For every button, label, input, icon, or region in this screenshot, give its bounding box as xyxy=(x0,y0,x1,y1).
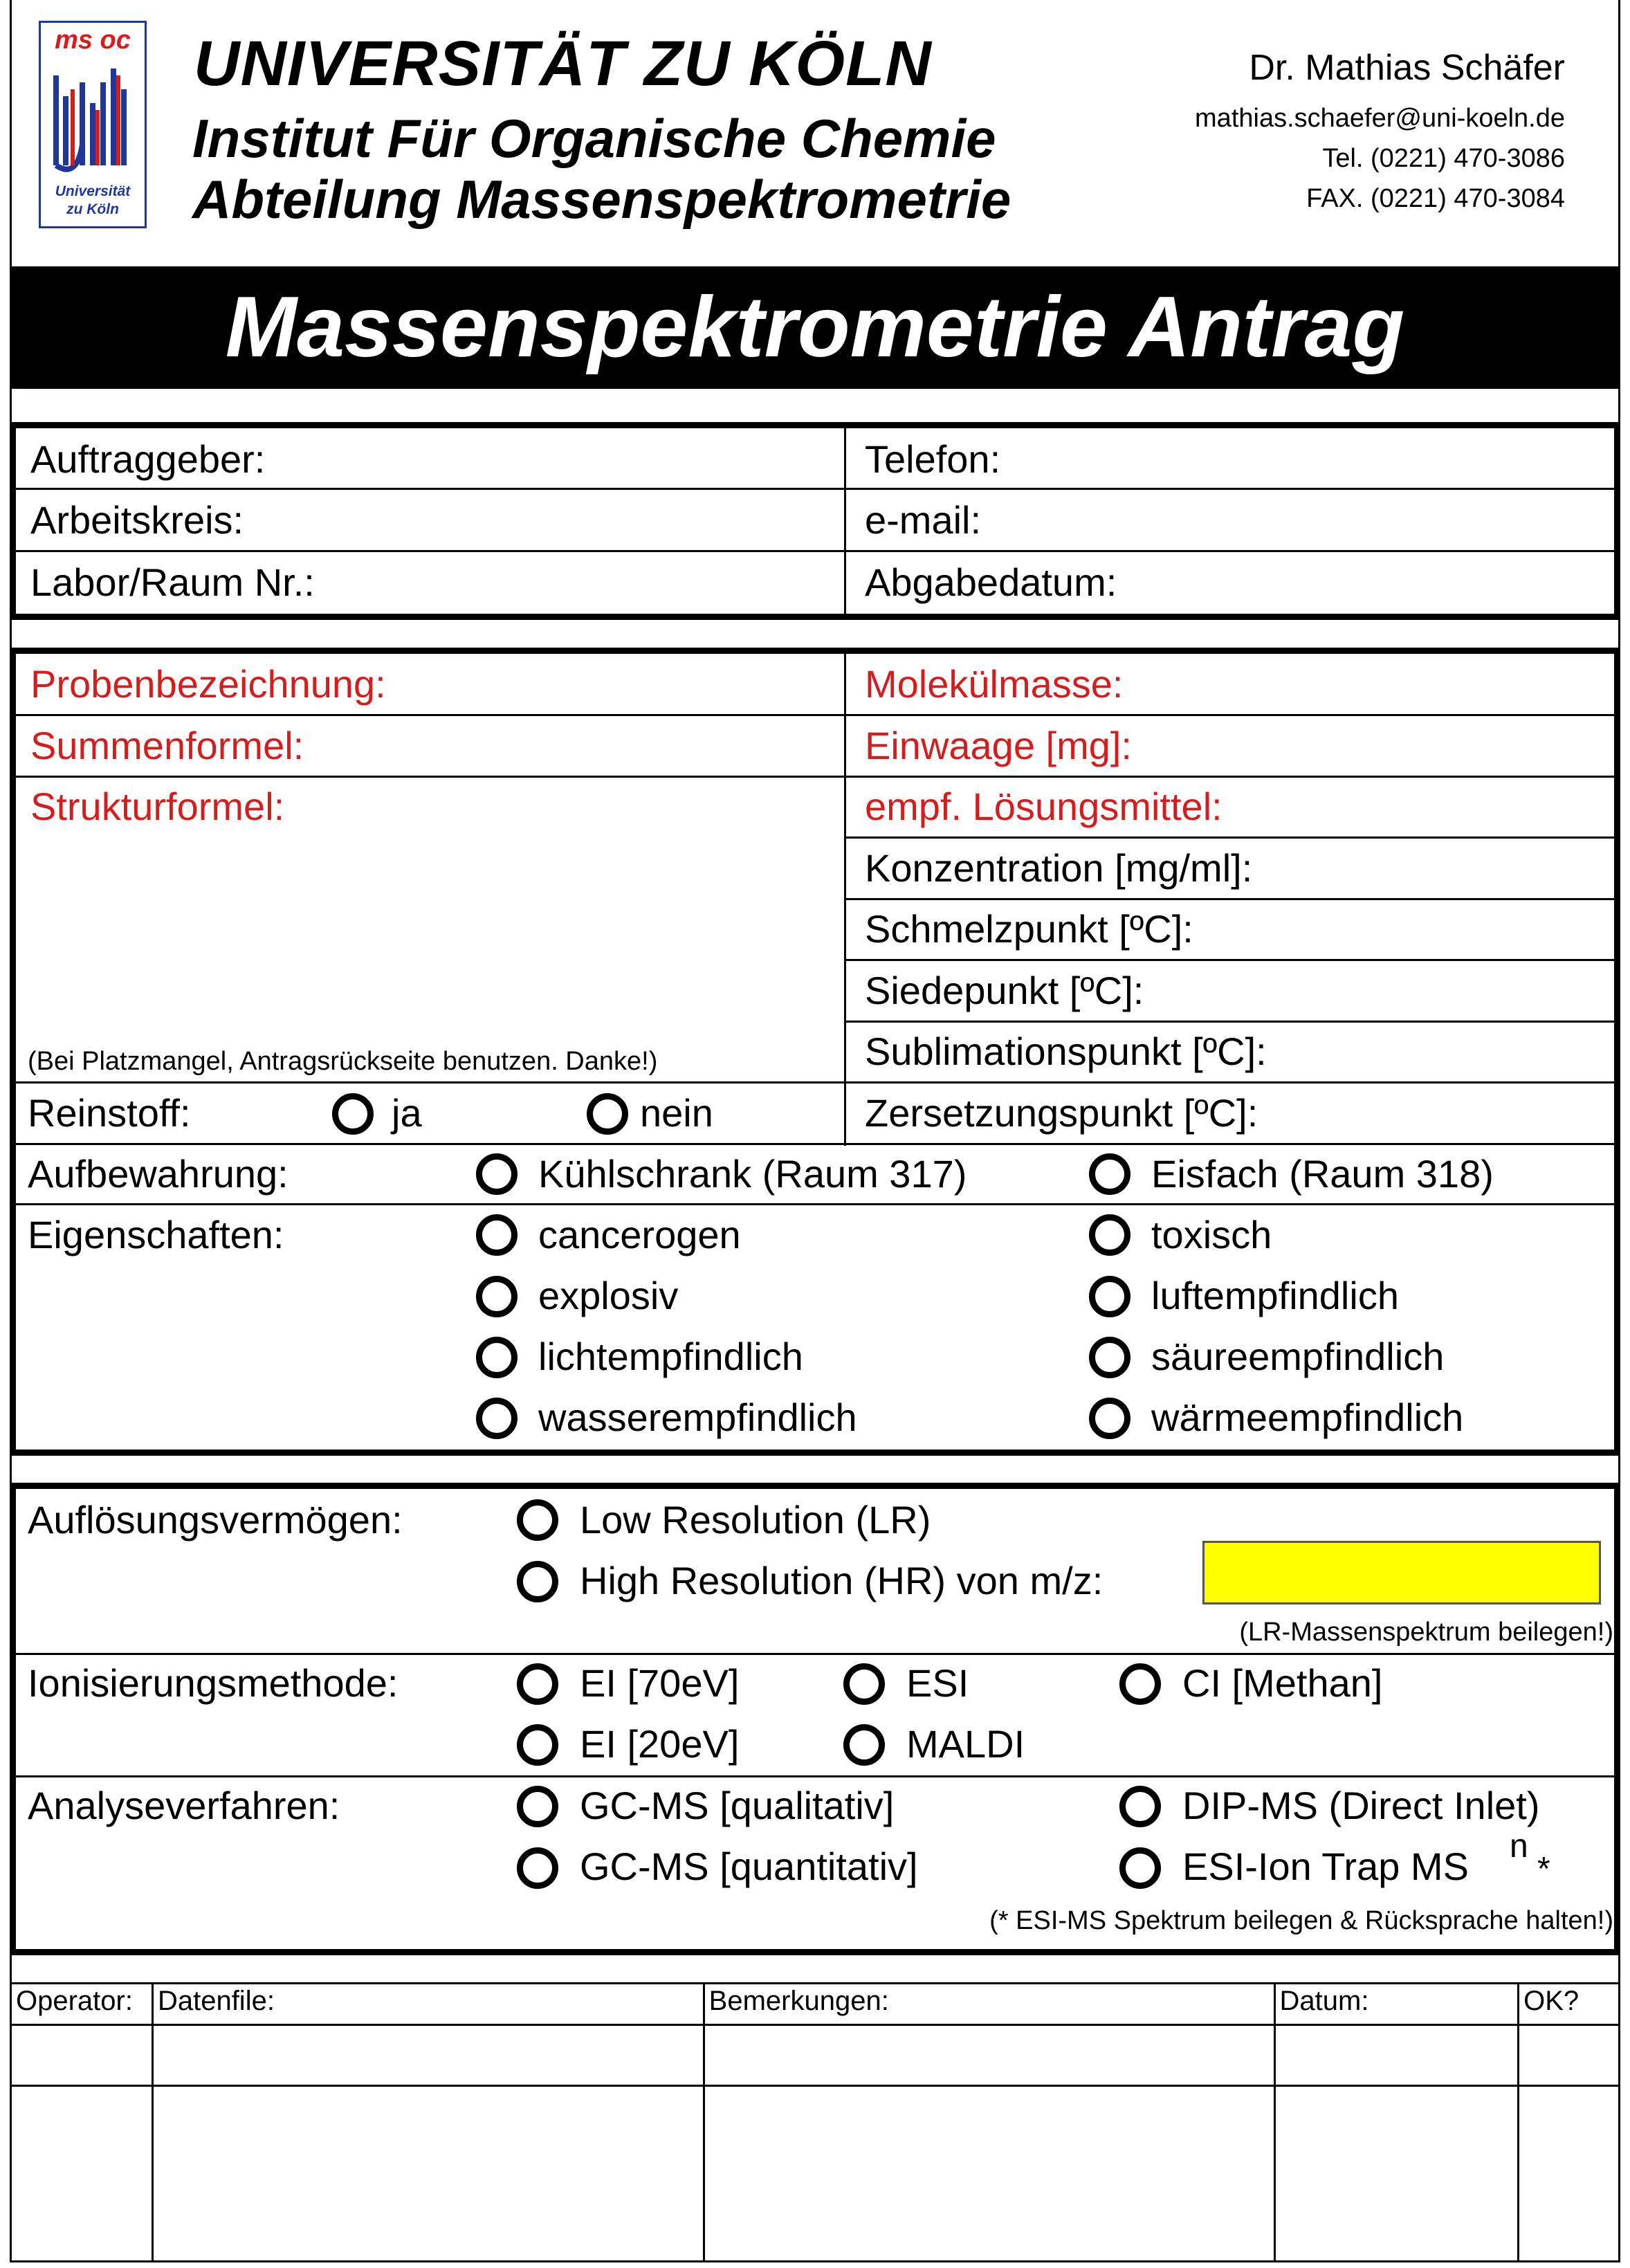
datum-cell[interactable] xyxy=(1274,2086,1519,2262)
radio-luftempfindlich[interactable] xyxy=(1089,1276,1130,1317)
radio-waermeempfindlich[interactable] xyxy=(1089,1398,1130,1439)
radio-explosiv[interactable] xyxy=(476,1276,518,1317)
eisfach-label: Eisfach (Raum 318) xyxy=(1151,1152,1494,1196)
arbeitskreis-field[interactable]: Arbeitskreis: xyxy=(30,498,244,542)
bemerkungen-header: Bemerkungen: xyxy=(704,1984,1274,2025)
contact-name: Dr. Mathias Schäfer xyxy=(1249,48,1565,88)
radio-ei70[interactable] xyxy=(517,1663,558,1705)
labor-raum-field[interactable]: Labor/Raum Nr.: xyxy=(30,560,315,604)
divider xyxy=(16,1775,1614,1777)
ok-cell[interactable] xyxy=(1519,2086,1620,2262)
radio-ei20[interactable] xyxy=(517,1724,558,1766)
ionisierung-label: Ionisierungsmethode: xyxy=(28,1661,399,1705)
explosiv-label: explosiv xyxy=(538,1274,679,1317)
ei20-label: EI [20eV] xyxy=(580,1722,740,1766)
datum-cell[interactable] xyxy=(1274,2025,1519,2086)
radio-cancerogen[interactable] xyxy=(476,1214,518,1256)
ei70-label: EI [70eV] xyxy=(580,1661,740,1705)
divider xyxy=(16,1143,1614,1145)
saeureempfindlich-label: säureempfindlich xyxy=(1151,1335,1445,1378)
bemerkungen-cell[interactable] xyxy=(704,2025,1274,2086)
institute-name: Institut Für Organische Chemie xyxy=(192,108,996,169)
radio-high-resolution[interactable] xyxy=(517,1561,558,1602)
eigenschaften-label: Eigenschaften: xyxy=(28,1213,284,1256)
strukturformel-field[interactable]: Strukturformel: xyxy=(30,785,285,828)
kuehlschrank-label: Kühlschrank (Raum 317) xyxy=(538,1152,967,1196)
lr-note: (LR-Massenspektrum beilegen!) xyxy=(1239,1618,1613,1647)
ok-header: OK? xyxy=(1519,1984,1620,2025)
hr-mz-input[interactable] xyxy=(1202,1541,1601,1604)
divider xyxy=(16,550,1614,552)
contact-phone: Tel. (0221) 470-3086 xyxy=(1322,144,1565,173)
radio-maldi[interactable] xyxy=(843,1724,885,1766)
waermeempfindlich-label: wärmeempfindlich xyxy=(1151,1396,1464,1439)
reinstoff-ja-label: ja xyxy=(392,1091,422,1135)
abgabedatum-field[interactable]: Abgabedatum: xyxy=(865,560,1117,604)
loesungsmittel-field[interactable]: empf. Lösungsmittel: xyxy=(865,785,1222,828)
radio-eisfach[interactable] xyxy=(1089,1153,1130,1195)
zersetzungspunkt-field[interactable]: Zersetzungspunkt [ºC]: xyxy=(865,1091,1258,1135)
summenformel-field[interactable]: Summenformel: xyxy=(30,724,304,767)
divider xyxy=(16,1081,1614,1083)
analyseverfahren-label: Analyseverfahren: xyxy=(28,1784,340,1827)
esi-ion-trap-asterisk: * xyxy=(1537,1851,1550,1887)
contact-fax: FAX. (0221) 470-3084 xyxy=(1306,184,1565,213)
department-name: Abteilung Massenspektrometrie xyxy=(192,169,1011,230)
esi-note: (* ESI-MS Spektrum beilegen & Rücksprache halten!) xyxy=(989,1906,1613,1935)
divider xyxy=(844,959,1614,961)
ci-label: CI [Methan] xyxy=(1182,1661,1383,1705)
reinstoff-label: Reinstoff: xyxy=(28,1091,191,1135)
operator-cell[interactable] xyxy=(11,2086,153,2262)
radio-reinstoff-nein[interactable] xyxy=(587,1093,628,1135)
lab-use-table xyxy=(10,1982,1620,2262)
radio-esi[interactable] xyxy=(843,1663,885,1705)
radio-lichtempfindlich[interactable] xyxy=(476,1337,518,1378)
gcms-quantitativ-label: GC-MS [quantitativ] xyxy=(580,1845,918,1888)
esi-label: ESI xyxy=(906,1661,969,1705)
aufloesung-label: Auflösungsvermögen: xyxy=(28,1498,403,1542)
datenfile-cell[interactable] xyxy=(152,2025,704,2086)
bemerkungen-cell[interactable] xyxy=(704,2086,1274,2262)
sublimationspunkt-field[interactable]: Sublimationspunkt [ºC]: xyxy=(865,1030,1267,1073)
dip-ms-label: DIP-MS (Direct Inlet) xyxy=(1182,1784,1540,1827)
telefon-field[interactable]: Telefon: xyxy=(865,437,1001,481)
divider xyxy=(16,488,1614,490)
wasserempfindlich-label: wasserempfindlich xyxy=(538,1396,857,1439)
university-logo xyxy=(39,21,147,228)
divider xyxy=(844,1021,1614,1023)
maldi-label: MALDI xyxy=(906,1722,1025,1766)
esi-ion-trap-superscript: n xyxy=(1510,1828,1528,1865)
contact-email[interactable]: mathias.schaefer@uni-koeln.de xyxy=(1195,104,1565,133)
radio-reinstoff-ja[interactable] xyxy=(332,1093,374,1135)
radio-gcms-quantitativ[interactable] xyxy=(517,1847,558,1889)
schmelzpunkt-field[interactable]: Schmelzpunkt [ºC]: xyxy=(865,907,1193,951)
cancerogen-label: cancerogen xyxy=(538,1213,741,1256)
aufbewahrung-label: Aufbewahrung: xyxy=(28,1152,289,1196)
logo-line1: Universität xyxy=(55,183,131,199)
radio-ci[interactable] xyxy=(1119,1663,1161,1705)
operator-cell[interactable] xyxy=(11,2025,153,2086)
datenfile-cell[interactable] xyxy=(152,2086,704,2262)
konzentration-field[interactable]: Konzentration [mg/ml]: xyxy=(865,846,1253,890)
platzmangel-note: (Bei Platzmangel, Antragsrückseite benutzen. Danke!) xyxy=(28,1047,658,1076)
radio-gcms-qualitativ[interactable] xyxy=(517,1786,558,1827)
operator-header: Operator: xyxy=(11,1984,153,2025)
toxisch-label: toxisch xyxy=(1151,1213,1272,1256)
radio-saeureempfindlich[interactable] xyxy=(1089,1337,1130,1378)
reinstoff-nein-label: nein xyxy=(640,1091,713,1135)
einwaage-field[interactable]: Einwaage [mg]: xyxy=(865,724,1132,767)
divider xyxy=(844,898,1614,900)
lichtempfindlich-label: lichtempfindlich xyxy=(538,1335,803,1378)
datenfile-header: Datenfile: xyxy=(152,1984,704,2025)
low-resolution-label: Low Resolution (LR) xyxy=(580,1498,931,1542)
divider xyxy=(16,1653,1614,1655)
form-title: Massenspektrometrie Antrag xyxy=(10,266,1620,389)
high-resolution-label: High Resolution (HR) von m/z: xyxy=(580,1559,1104,1602)
ok-cell[interactable] xyxy=(1519,2025,1620,2086)
radio-low-resolution[interactable] xyxy=(517,1499,558,1541)
divider xyxy=(844,428,846,614)
siedepunkt-field[interactable]: Siedepunkt [ºC]: xyxy=(865,969,1144,1012)
radio-esi-ion-trap[interactable] xyxy=(1119,1847,1161,1889)
divider xyxy=(16,776,1614,778)
radio-kuehlschrank[interactable] xyxy=(476,1153,518,1195)
radio-wasserempfindlich[interactable] xyxy=(476,1398,518,1439)
university-name: UNIVERSITÄT ZU KÖLN xyxy=(194,28,932,99)
molekuelmasse-field[interactable]: Molekülmasse: xyxy=(865,662,1124,706)
radio-dip-ms[interactable] xyxy=(1119,1786,1161,1827)
luftempfindlich-label: luftempfindlich xyxy=(1151,1274,1399,1317)
probenbezeichnung-field[interactable]: Probenbezeichnung: xyxy=(30,662,386,706)
radio-toxisch[interactable] xyxy=(1089,1214,1130,1256)
email-field[interactable]: e-mail: xyxy=(865,498,982,542)
logo-msoc-text: ms oc xyxy=(55,26,131,55)
logo-line2: zu Köln xyxy=(66,201,119,217)
gcms-qualitativ-label: GC-MS [qualitativ] xyxy=(580,1784,895,1827)
divider xyxy=(844,836,1614,839)
divider xyxy=(16,714,1614,716)
auftraggeber-field[interactable]: Auftraggeber: xyxy=(30,437,266,481)
logo-emblem-icon xyxy=(41,68,145,172)
esi-ion-trap-label: ESI-Ion Trap MS xyxy=(1182,1845,1469,1888)
divider xyxy=(16,1203,1614,1205)
datum-header: Datum: xyxy=(1274,1984,1519,2025)
